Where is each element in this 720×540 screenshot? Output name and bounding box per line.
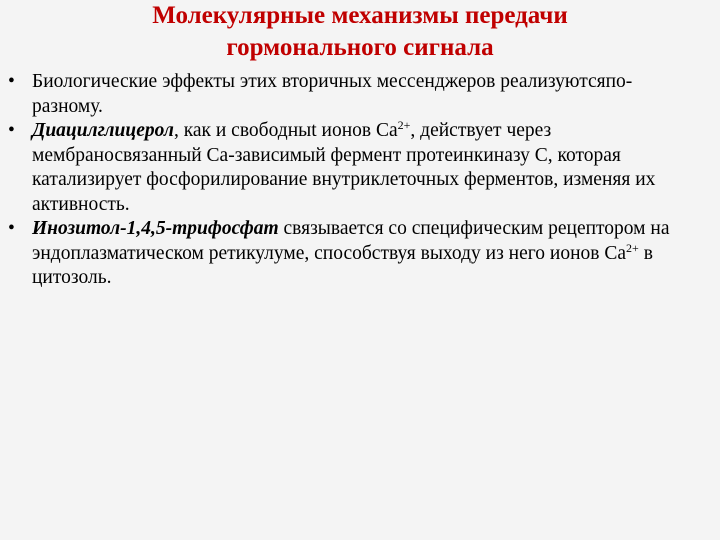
bullet-item-3 xyxy=(6,217,696,291)
bullet-3-term: Инозитол-1,4,5-трифосфат xyxy=(32,218,279,239)
bullet-3-text-b: в цитозоль. xyxy=(32,242,653,288)
bullet-3-superscript: 2+ xyxy=(626,240,639,255)
bullet-2-text-b: , действует через мембраносвязанный Са-зависимый фермент протеинкиназу С, которая катализирует фосфорилирование внутриклеточных ферментов, изменяя их активность. xyxy=(32,120,656,215)
bullet-1-text: Биологические эффекты этих вторичных мессенджеров реализуютсяпо-разному. xyxy=(32,71,633,117)
bullet-2-text-a: , как и свободныt ионов Ca xyxy=(173,120,398,141)
slide-title xyxy=(40,0,680,64)
bullet-icon: • xyxy=(8,120,15,141)
bullet-icon: • xyxy=(8,71,15,92)
bullet-icon: • xyxy=(8,218,15,239)
slide-title-line-2: гормонального сигнала xyxy=(226,34,494,61)
bullet-2-term: Диацилглицерол xyxy=(32,120,174,141)
bullet-2-superscript: 2+ xyxy=(397,118,411,132)
bullet-item-1 xyxy=(6,70,696,119)
bullet-3-text-a: связывается со специфическим рецептором на эндоплазматическом ретикулуме, способствуя выходу из него ионов Ca xyxy=(32,218,670,264)
slide-title-line-1: Молекулярные механизмы передачи xyxy=(152,2,568,29)
bullet-item-2 xyxy=(6,119,696,217)
bullet-list xyxy=(6,70,696,291)
